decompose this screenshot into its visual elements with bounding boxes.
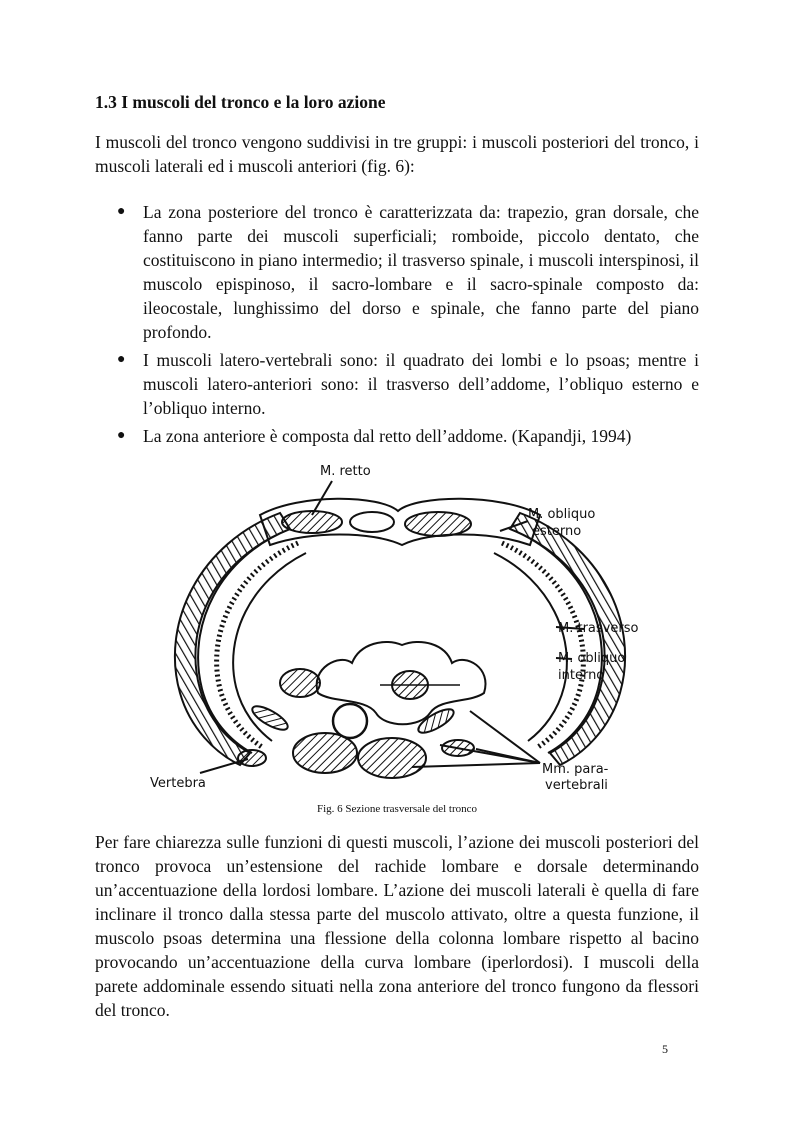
label-vertebra: Vertebra — [150, 776, 206, 791]
list-item — [95, 200, 699, 344]
label-trasverso: M. trasverso — [558, 621, 639, 636]
muscle-groups-list — [95, 200, 699, 452]
paravertebrali-shape — [293, 733, 357, 773]
label-retto: M. retto — [320, 464, 371, 479]
list-item — [95, 424, 699, 448]
label-paravertebrali-2: vertebrali — [545, 778, 608, 793]
list-item-text: La zona anteriore è composta dal retto dell’addome. (Kapandji, 1994) — [143, 426, 632, 446]
label-obliquo-interno: M. obliquo — [558, 651, 626, 666]
bullet-icon: ● — [117, 428, 126, 443]
vertebral-canal-shape — [333, 704, 367, 738]
label-obliquo-interno-2: interno — [558, 668, 605, 683]
bullet-icon: ● — [117, 352, 126, 367]
page-number: 5 — [662, 1042, 668, 1056]
obliquo-esterno-shape — [510, 513, 625, 765]
paravertebrali-shape — [358, 738, 426, 778]
psoas-shape — [280, 669, 320, 697]
figure-caption: Fig. 6 Sezione trasversale del tronco — [316, 803, 478, 815]
list-item-text: I muscoli latero-vertebrali sono: il quadrato dei lombi e lo psoas; mentre i muscoli latero-anteriori sono: il trasverso dell’addome, l’obliquo esterno e l’obliquo interno. — [143, 350, 699, 418]
section-heading: 1.3 I muscoli del tronco e la loro azione — [95, 92, 386, 112]
list-item-text: La zona posteriore del tronco è caratterizzata da: trapezio, gran dorsale, che fanno parte dei muscoli superficiali; romboide, piccolo dentato, che costituiscono in piano intermedio; il trasverso spinale, i muscoli interspinosi, il muscolo epispinoso, il sacro-lombare e il sacro-spinale composto da: ileocostale, lunghissimo del dorso e spinale, che fanno parte del piano profondo. — [143, 202, 699, 342]
retto-muscle-shape — [350, 512, 394, 532]
closing-paragraph: Per fare chiarezza sulle funzioni di questi muscoli, l’azione dei muscoli posteriori del tronco provoca un’estensione del rachide lombare e dorsale determinando un’accentuazione della lordosi lombare. L’azione dei muscoli laterali è quella di fare inclinare il tronco dalla stessa parte del muscolo attivato, oltre a questa funzione, il muscolo psoas determina una flessione della colonna lombare rispetto al bacino provocando un’accentuazione della curva lombare (iperlordosi). I muscoli della parete addominale essendo situati nella zona anteriore del tronco fungono da flessori del tronco. — [95, 832, 699, 1020]
intro-paragraph: I muscoli del tronco vengono suddivisi in tre gruppi: i muscoli posteriori del tronco, i muscoli laterali ed i muscoli anteriori (fig. 6): — [95, 132, 699, 176]
label-obliquo-esterno-2: esterno — [532, 524, 582, 539]
list-item — [95, 348, 699, 420]
quadrato-lombi-shape — [249, 702, 291, 734]
bullet-icon: ● — [117, 204, 126, 219]
label-paravertebrali: Mm. para- — [542, 762, 609, 777]
label-obliquo-esterno: M. obliquo — [528, 507, 596, 522]
trunk-cross-section-figure — [140, 453, 660, 798]
retto-muscle-shape — [405, 512, 471, 536]
